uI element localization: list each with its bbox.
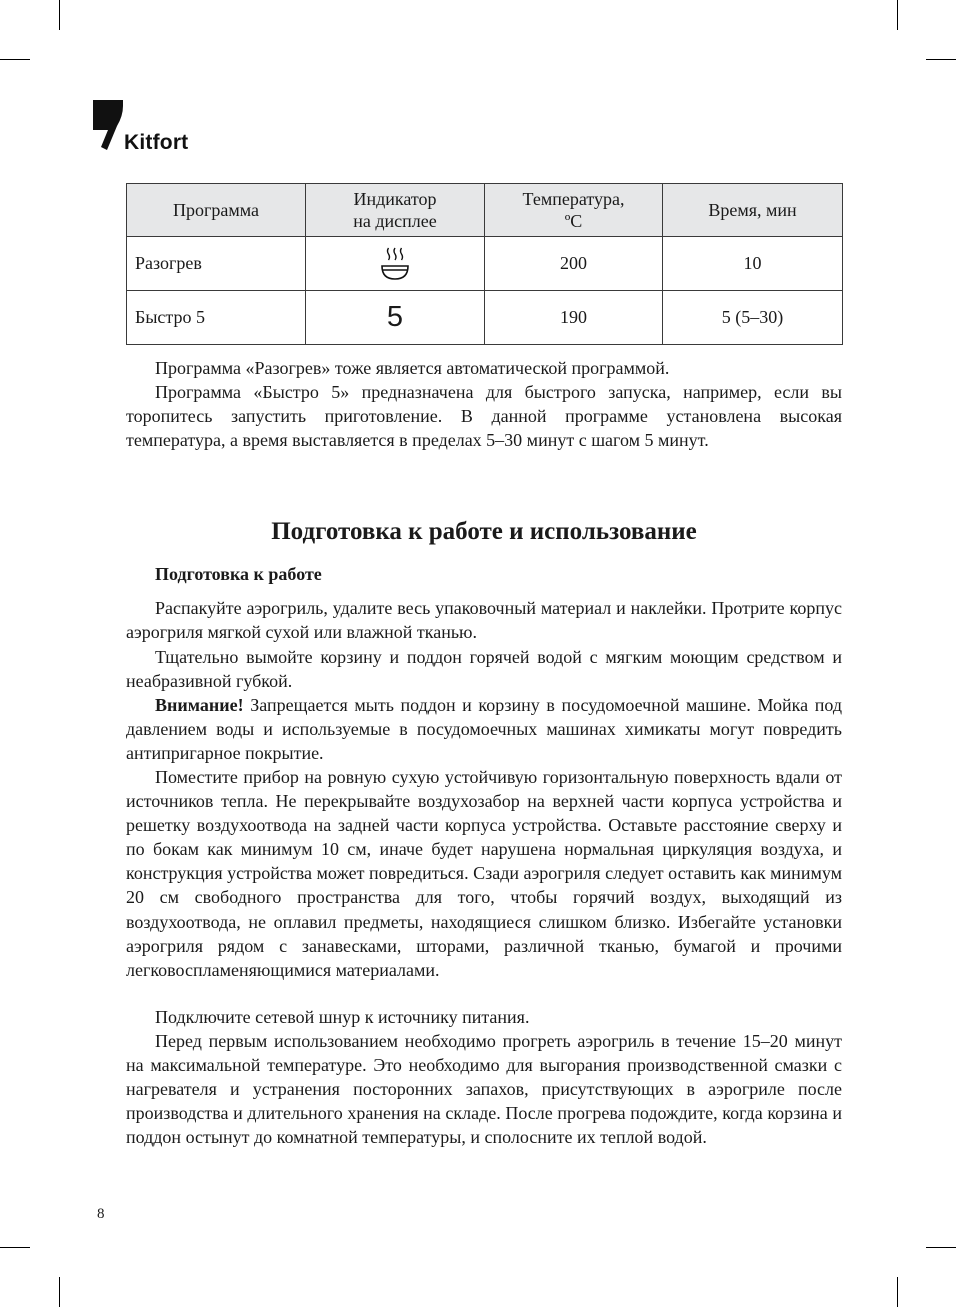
crop-mark <box>926 1247 956 1248</box>
program-table <box>126 183 843 345</box>
crop-mark <box>897 0 898 30</box>
table-row <box>127 237 843 291</box>
reheat-bowl-icon <box>380 246 410 282</box>
section-title: Подготовка к работе и использование <box>271 518 697 545</box>
header-temperature: Температура, ºC <box>485 184 663 237</box>
cell-time: 10 <box>663 237 843 291</box>
header-indicator: Индикатор на дисплее <box>306 184 485 237</box>
cell-temperature: 190 <box>485 291 663 345</box>
paragraph-warning <box>126 693 842 765</box>
crop-mark <box>59 1277 60 1307</box>
crop-mark <box>926 59 956 60</box>
crop-mark <box>897 1277 898 1307</box>
paragraph-unpack: Распакуйте аэрогриль, удалите весь упаковочный материал и наклейки. Протрите корпус аэрогриля мягкой сухой или влажной тканью. <box>126 598 842 643</box>
cell-program: Быстро 5 <box>127 291 306 345</box>
paragraph-placement: Поместите прибор на ровную сухую устойчивую горизонтальную поверхность вдали от источников тепла. Не перекрывайте воздухозабор на верхней части корпуса устройства и решетку воздухоотвода на задней части корпуса устройства. Оставьте расстояние сверху и по бокам как минимум 10 см, иначе будет нарушена нормальная циркуляция воздуха, и конструкция устройства может повредиться. Сзади аэрогриля следует оставить как минимум 20 см свободного пространства для того, чтобы горячий воздух, выходящий из воздухоотвода, не оплавил предметы, находящиеся слишком близко. Избегайте установки аэрогриля рядом с занавесками, шторами, различной тканью, бумагой и прочими легковоспламеняющимися материалами. <box>126 767 842 980</box>
header-program: Программа <box>127 184 306 237</box>
crop-mark <box>59 0 60 30</box>
paragraph-power: Подключите сетевой шнур к источнику питания. <box>155 1007 530 1027</box>
cell-indicator <box>306 237 485 291</box>
table-row <box>127 291 843 345</box>
warning-label: Внимание! <box>155 695 244 715</box>
intro-paragraph-1: Программа «Разогрев» тоже является автоматической программой. <box>155 358 670 378</box>
cell-program: Разогрев <box>127 237 306 291</box>
crop-mark <box>0 59 30 60</box>
paragraph-preheat: Перед первым использованием необходимо прогреть аэрогриль в течение 15–20 минут на максимальной температуре. Это необходимо для выгорания производственной смазки с нагревателя и устранения посторонних запахов, присутствующих в аэрогриле после производства и длительного хранения на складе. После прогрева подождите, когда корзина и поддон остынут до комнатной температуры, и сполосните их теплой водой. <box>126 1031 842 1148</box>
table-header-row <box>127 184 843 237</box>
page-number: 8 <box>97 1206 105 1222</box>
cell-time: 5 (5–30) <box>663 291 843 345</box>
header-time: Время, мин <box>663 184 843 237</box>
cell-temperature: 200 <box>485 237 663 291</box>
section-subtitle: Подготовка к работе <box>155 564 322 584</box>
brand-name: Kitfort <box>124 131 189 154</box>
warning-text: Запрещается мыть поддон и корзину в посудомоечной машине. Мойка под давлением воды и используемые в посудомоечных машинах химикаты могут повредить антипригарное покрытие. <box>126 695 842 764</box>
paragraph-wash: Тщательно вымойте корзину и поддон горячей водой с мягким моющим средством и неабразивной губкой. <box>126 647 842 692</box>
crop-mark <box>0 1247 30 1248</box>
intro-paragraph-2: Программа «Быстро 5» предназначена для быстрого запуска, например, если вы торопитесь запустить приготовление. В данной программе установлена высокая температура, а время выставляется в пределах 5–30 минут с шагом 5 минут. <box>126 382 842 451</box>
cell-indicator: 5 <box>306 291 485 345</box>
